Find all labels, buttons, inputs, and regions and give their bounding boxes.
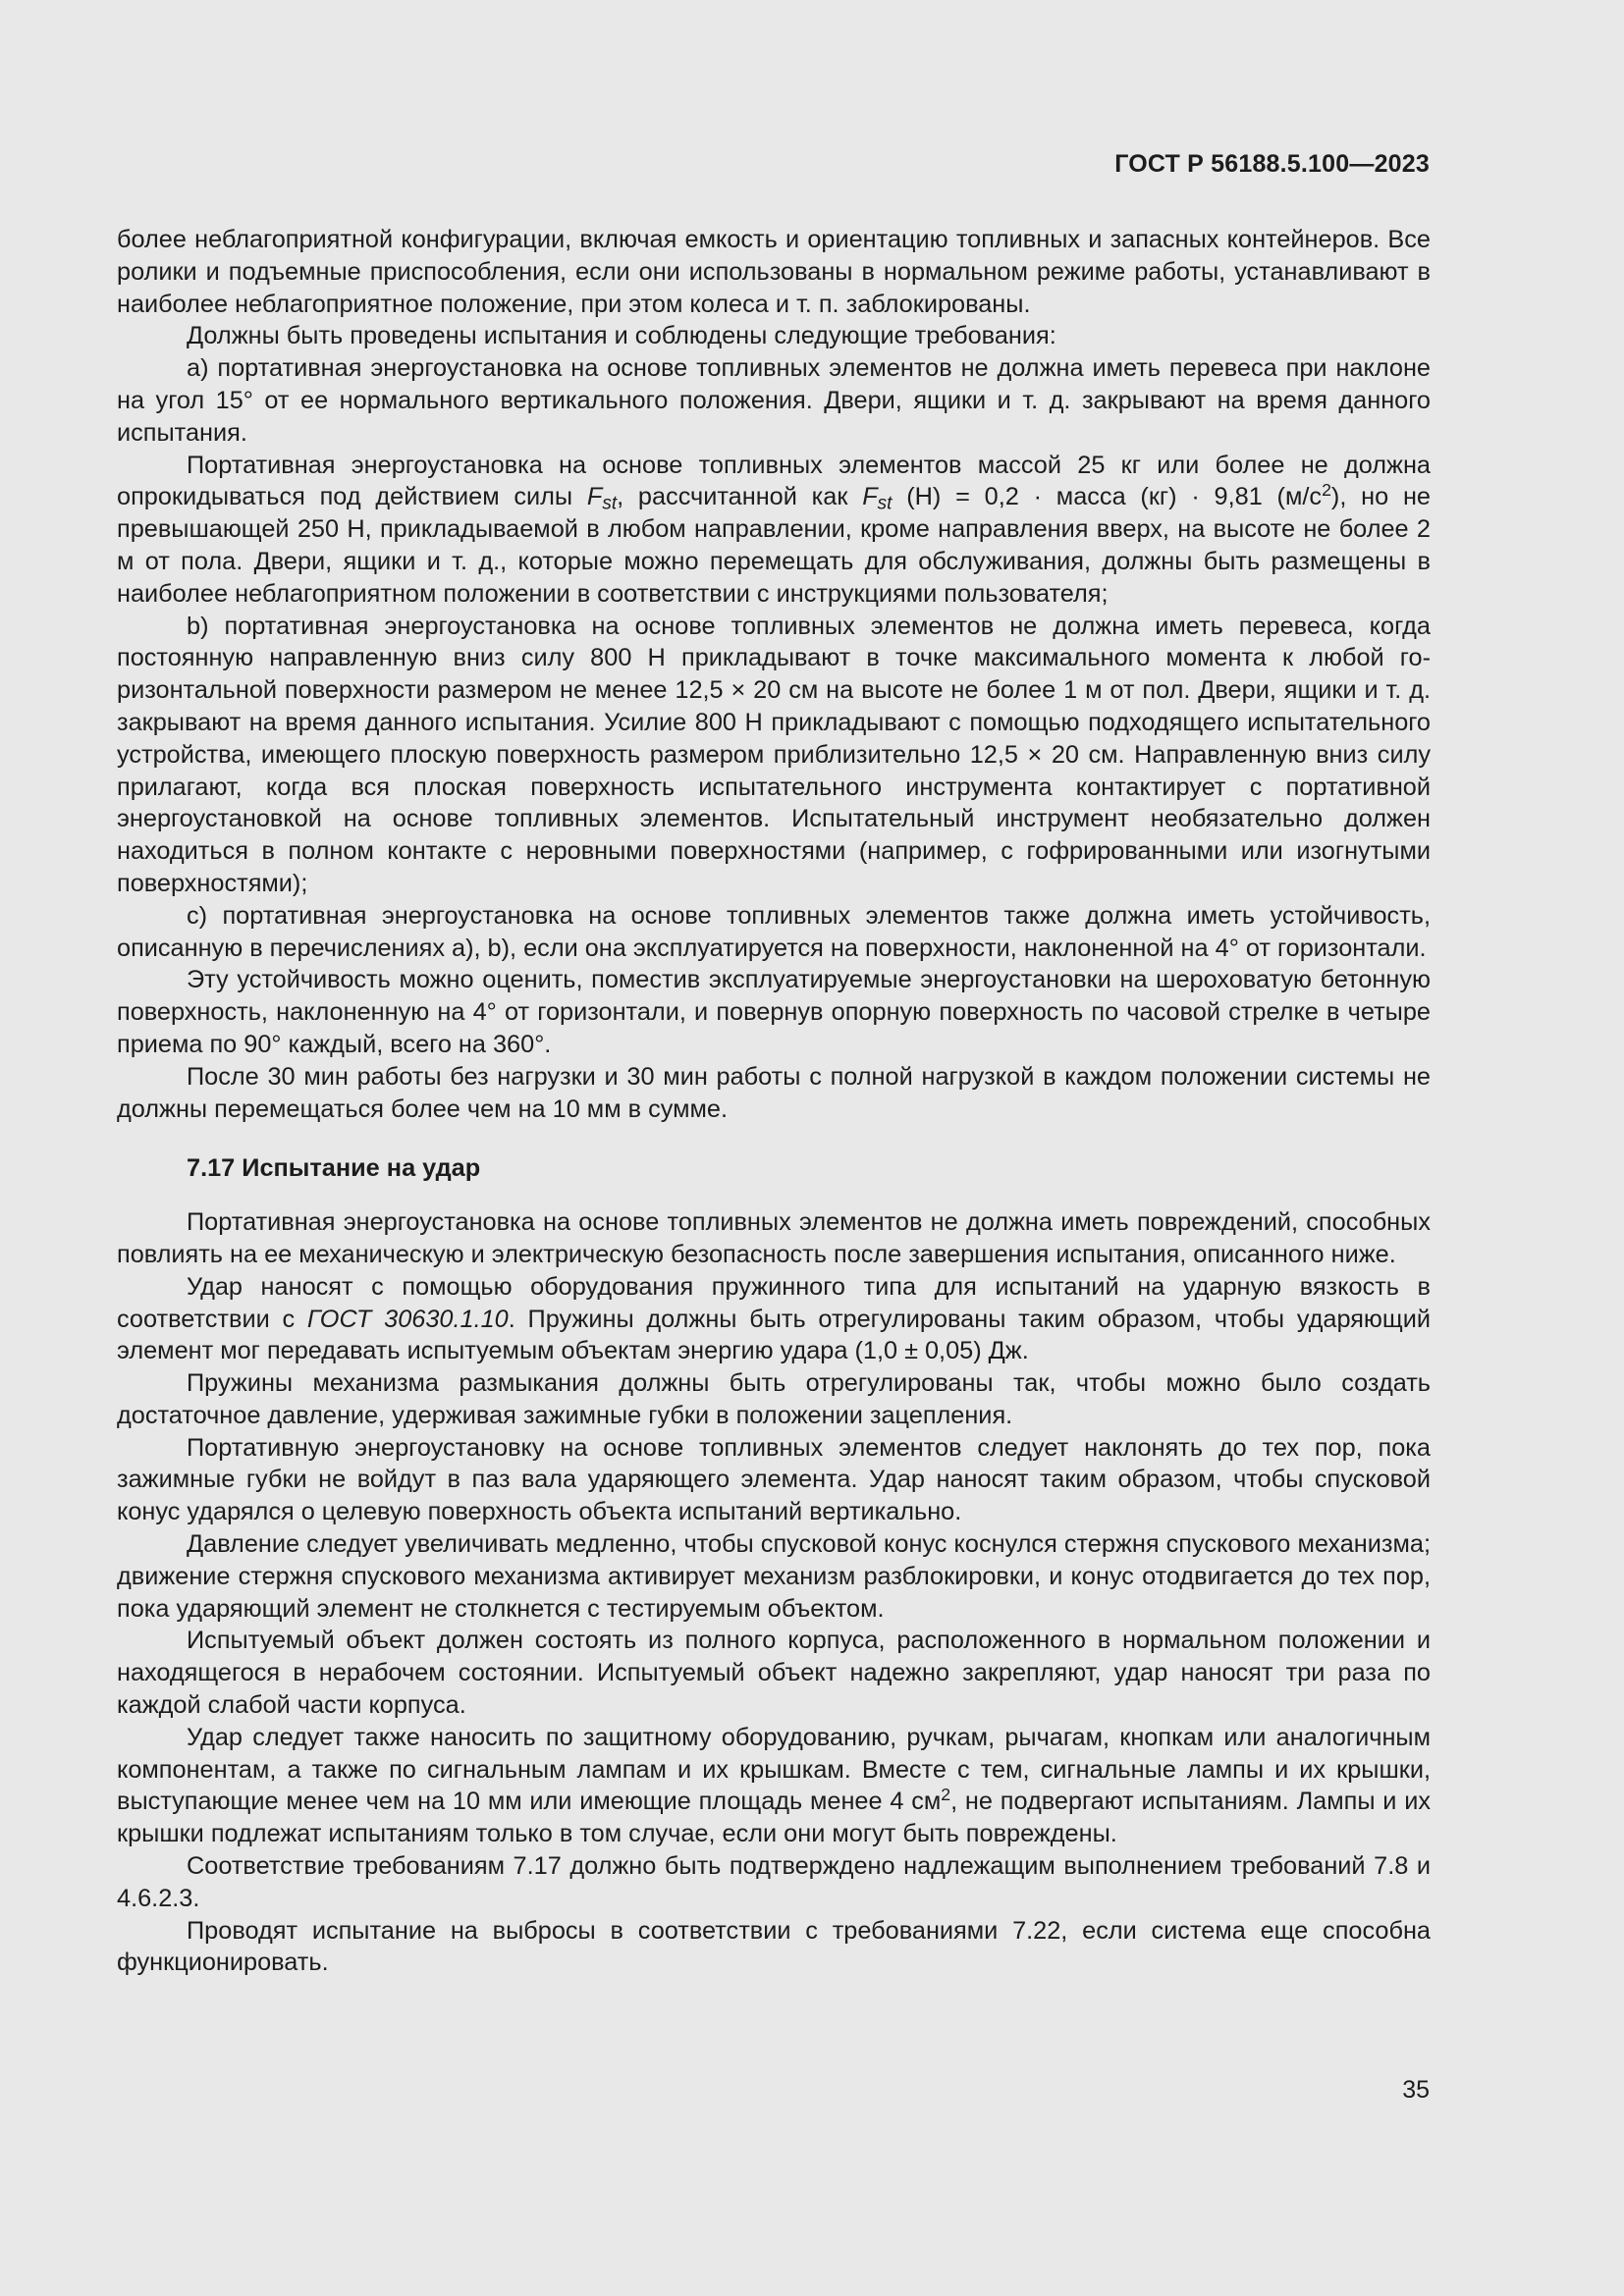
paragraph-impact-requirement: Портативная энергоустановка на основе топливных элементов не должна иметь повреждений, способных повлиять на ее механическую и электрическую безопасность после завершения испытания, описанного ниже. — [117, 1208, 1431, 1268]
paragraph-emissions-test: Проводят испытание на выбросы в соответствии с требованиями 7.22, если система еще способна функционировать. — [117, 1916, 1431, 1977]
paragraph-tipping-force: Портативная энергоустановка на основе топливных элементов массой 25 кг или более не должна опрокидываться под действием силы $F_{st}$, рассчитанной как $F_{st}$ (Н) = 0,2 · масса (кг) · 9,81 $(м/с^2)$, но не превышающей 250 Н, прикладываемой в любом направлении, кроме направления вверх, на высоте не более 2 м от пола. Двери, ящики и т. д., которые можно перемещать для обслуживания, должны быть размещены в наиболее неблагоприятном положении в соответствии с инструкциями пользователя; — [117, 451, 1431, 608]
paragraph-stability-evaluation: Эту устойчивость можно оценить, поместив эксплуатируемые энергоустановки на шероховатую бетонную поверхность, наклоненную на 4° от горизонтали, и повернув опорную поверхность по часовой стрелке в четыре приема по 90° каждый, всего на 360°. — [117, 966, 1431, 1058]
paragraph-tilting: Портативную энергоустановку на основе топливных элементов следует наклонять до тех пор, пока зажимные губки не войдут в паз вала ударяющего элемента. Удар наносят таким образом, чтобы спусковой конус ударялся о целевую поверхность объекта испытаний вертикально. — [117, 1433, 1431, 1526]
section-title-7-17: 7.17 Испытание на удар — [187, 1154, 481, 1183]
paragraph-continuation: более неблагоприятной конфигурации, включая емкость и ориентацию топливных и запасных контейнеров. Все ролики и подъемные приспособления, если они использованы в нормальном режиме работы, устанавливают в наиболее неблагоприятное положение, при этом колеса и т. п. заблокированы. — [117, 226, 1431, 318]
page-content — [117, 224, 1431, 1979]
paragraph-item-a: a) портативная энергоустановка на основе топливных элементов не должна иметь перевеса при наклоне на угол 15° от ее нормального вертикального положения. Двери, ящики и т. д. закрывают на время данного испытания. — [117, 354, 1431, 447]
paragraph-item-b: b) портативная энергоустановка на основе топливных элементов не должна иметь перевеса, когда постоянную направленную вниз силу 800 Н прикладывают в точке максимального момента к любой горизонтальной поверхности размером не менее 12,5 × 20 см на высоте не более 1 м от пол. Двери, ящики и т. д. закрывают на время данного испытания. Усилие 800 Н прикладывают с помощью подходящего испытательного устройства, имеющего плоскую поверхность размером приблизительно 12,5 × 20 см. Направленную вниз силу прилагают, когда вся плоская поверхность испытательного инструмента контактирует с портативной энергоустановкой на основе топливных элементов. Испытательный инструмент необязательно должен находиться в полном контакте с неровными поверхностями (например, с гофрированными или изогнутыми поверхностями); — [117, 612, 1431, 897]
paragraph-displacement: После 30 мин работы без нагрузки и 30 мин работы с полной нагрузкой в каждом положении системы не должны перемещаться более чем на 10 мм в сумме. — [117, 1062, 1431, 1123]
paragraph-impact-equipment: Удар наносят с помощью оборудования пружинного типа для испытаний на ударную вязкость в соответствии с ГОСТ 30630.1.10. Пружины должны быть отрегулированы таким образом, чтобы ударяющий элемент мог передавать испытуемым объектам энергию удара (1,0 ± 0,05) Дж. — [117, 1272, 1431, 1365]
paragraph-release-springs: Пружины механизма размыкания должны быть отрегулированы так, чтобы можно было создать достаточное давление, удерживая зажимные губки в положении зацепления. — [117, 1369, 1431, 1429]
page-number: 35 — [1402, 2076, 1430, 2104]
document-code-header: ГОСТ Р 56188.5.100—2023 — [1114, 150, 1430, 178]
paragraph-pressure: Давление следует увеличивать медленно, чтобы спусковой конус коснулся стержня спускового механизма; движение стержня спускового механизма активирует механизм разблокировки, и конус отодвигается до тех пор, пока ударяющий элемент не столкнется с тестируемым объектом. — [117, 1530, 1431, 1623]
standard-reference: ГОСТ 30630.1.10 — [306, 1305, 509, 1333]
paragraph-test-object: Испытуемый объект должен состоять из полного корпуса, расположенного в нормальном положении и находящегося в нерабочем состоянии. Испытуемый объект надежно закрепляют, удар наносят три раза по каждой слабой части корпуса. — [117, 1627, 1431, 1720]
symbol-f-2: $F_{st}$ — [862, 483, 893, 515]
paragraph-item-c: c) портативная энергоустановка на основе топливных элементов также должна иметь устойчивость, описанную в перечислениях a), b), если она эксплуатируется на поверхности, наклоненной на 4° от горизонтали. — [117, 901, 1431, 962]
symbol-f: $F_{st}$ — [586, 483, 618, 515]
paragraph-protective-equipment: Удар следует также наносить по защитному оборудованию, ручкам, рычагам, кнопкам или аналогичным компонентам, а также по сигнальным лампам и их крышкам. Вместе с тем, сигнальные лампы и их крышки, выступающие менее чем на 10 мм или имеющие площадь менее 4 $см^2$, не подвергают испытаниям. Лампы и их крышки подлежат испытаниям только в том случае, если они могут быть повреждены. — [117, 1723, 1431, 1848]
paragraph-requirements-intro: Должны быть проведены испытания и соблюдены следующие требования: — [187, 322, 1056, 350]
paragraph-compliance: Соответствие требованиям 7.17 должно быть подтверждено надлежащим выполнением требований 7.8 и 4.6.2.3. — [117, 1852, 1431, 1912]
